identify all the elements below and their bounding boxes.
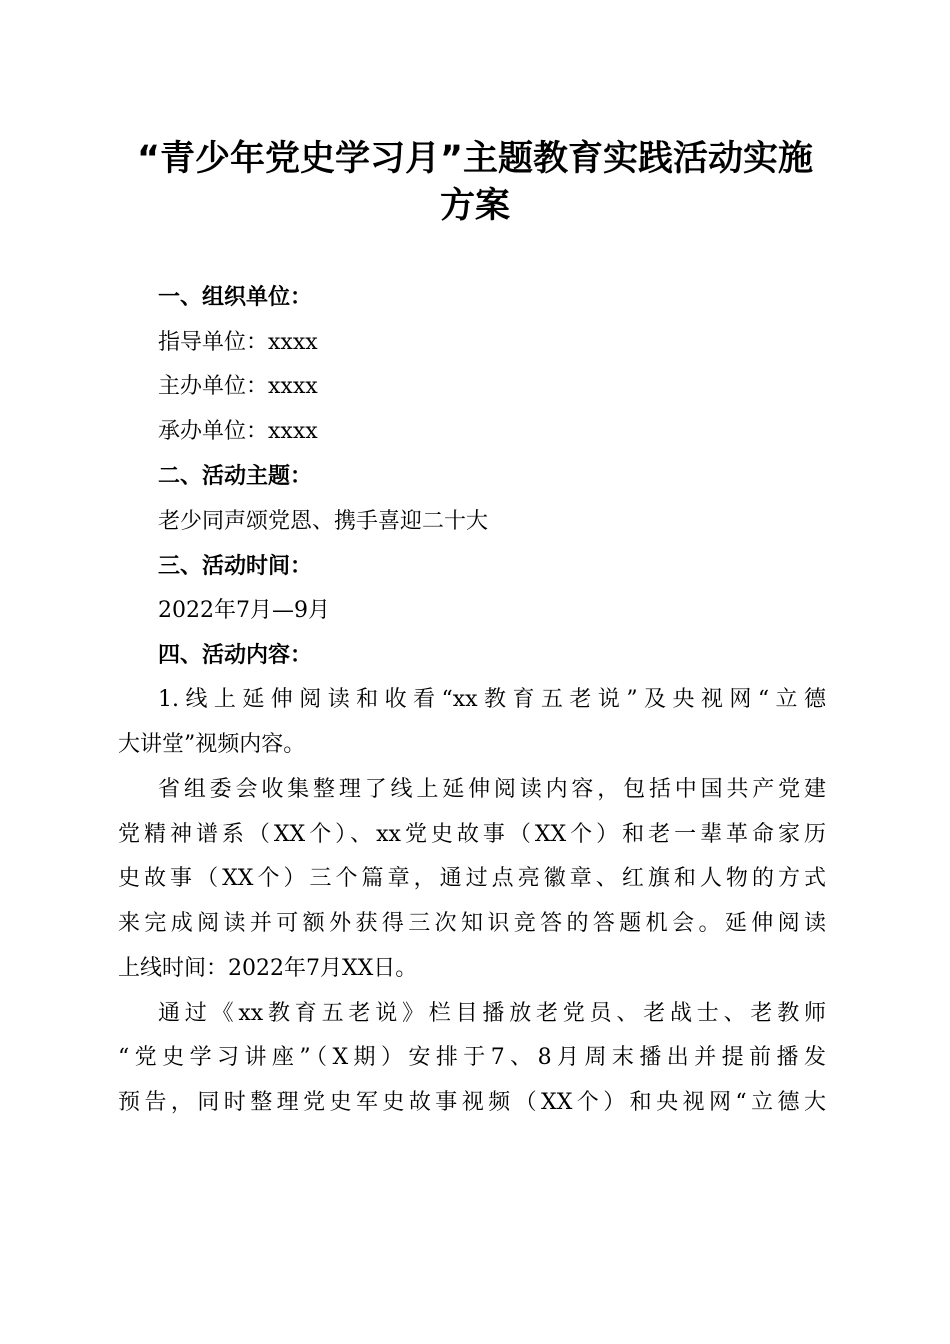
document-title-line-2: 方案 [439,186,510,226]
para2-line-3: 预告，同时整理党史军史故事视频（XX个）和央视网“立德大 [118,1090,826,1115]
para1-line-5: 上线时间：2022年7月XX日。 [118,956,418,981]
section-heading-theme: 二、活动主题： [158,464,313,489]
document-title-line-1: “青少年党史学习月”主题教育实践活动实施 [136,139,813,179]
host-unit: 主办单位：xxxx [158,374,318,399]
section-heading-content: 四、活动内容： [158,643,313,668]
activity-theme: 老少同声颂党恩、携手喜迎二十大 [158,509,489,534]
item1-line-1: 1.线上延伸阅读和收看“xx教育五老说”及央视网“立德 [158,687,826,712]
para1-line-3: 史故事（XX个）三个篇章，通过点亮徽章、红旗和人物的方式 [118,866,826,891]
guide-unit: 指导单位：xxxx [158,330,318,355]
section-heading-time: 三、活动时间： [158,554,313,579]
para2-line-1: 通过《xx教育五老说》栏目播放老党员、老战士、老教师 [158,1001,826,1026]
activity-time: 2022年7月—9月 [158,598,330,623]
para1-line-1: 省组委会收集整理了线上延伸阅读内容，包括中国共产党建 [158,777,826,802]
organizer-unit: 承办单位：xxxx [158,419,318,444]
item1-line-2: 大讲堂”视频内容。 [118,732,306,757]
section-heading-organizers: 一、组织单位： [158,285,313,310]
para1-line-2: 党精神谱系（XX个）、xx党史故事（XX个）和老一辈革命家历 [118,822,826,847]
para1-line-4: 来完成阅读并可额外获得三次知识竞答的答题机会。延伸阅读 [118,911,826,936]
para2-line-2: “党史学习讲座”（X期）安排于7、8月周末播出并提前播发 [118,1045,826,1070]
